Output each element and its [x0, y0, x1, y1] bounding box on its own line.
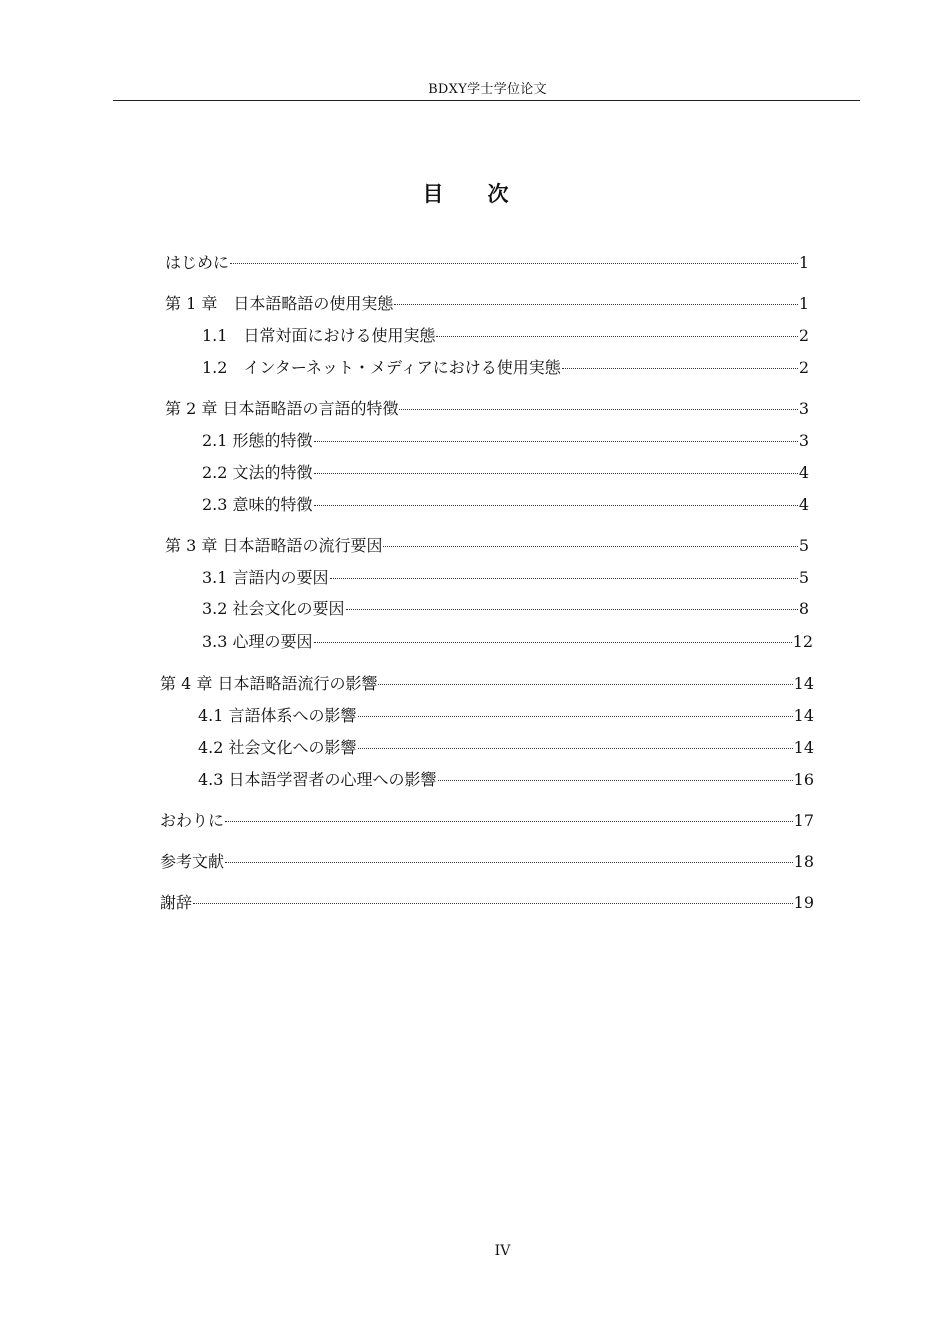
toc-leader-dots [330, 578, 798, 579]
toc-entry[interactable] [202, 323, 809, 345]
toc-leader-dots [314, 473, 798, 474]
toc-leader-dots [314, 441, 798, 442]
toc-entry-text: おわりに [160, 811, 225, 830]
toc-entry[interactable] [202, 355, 809, 377]
toc-entry-number: 1.2 [202, 358, 244, 377]
toc-entry[interactable] [160, 671, 814, 693]
toc-leader-dots [346, 609, 798, 610]
toc-entry-page: 17 [793, 811, 814, 830]
toc-leader-dots [394, 304, 797, 305]
toc-entry-page: 1 [798, 294, 809, 313]
toc-entry[interactable] [165, 250, 809, 272]
toc-entry[interactable] [165, 533, 809, 555]
toc-entry-number: 第 1 章 [165, 294, 234, 313]
toc-leader-dots [436, 336, 797, 337]
toc-entry-number: 2.2 [202, 463, 233, 482]
toc-entry-number: 4.3 [198, 770, 229, 789]
toc-entry-page: 12 [792, 632, 813, 651]
toc-entry-number: 第 2 章 [165, 399, 223, 418]
toc-entry-page: 14 [793, 706, 814, 725]
toc-entry[interactable] [202, 492, 809, 514]
toc-entry-number: 第 3 章 [165, 536, 223, 555]
toc-leader-dots [314, 505, 798, 506]
toc-entry-text: 社会文化への影響 [228, 738, 357, 757]
toc-entry[interactable] [160, 890, 814, 912]
toc-entry-page: 8 [798, 599, 809, 618]
toc-entry-number: 3.1 [202, 568, 233, 587]
toc-leader-dots [193, 903, 793, 904]
toc-title: 目次 [422, 181, 553, 206]
toc-entry-number: 3.3 [202, 632, 233, 651]
toc-leader-dots [358, 748, 793, 749]
toc-entry-text: 言語体系への影響 [228, 706, 357, 725]
toc-entry-text: 日本語略語流行の影響 [217, 674, 378, 693]
running-header: BDXY学士学位论文 [428, 82, 547, 97]
toc-entry-number: 1.1 [202, 326, 244, 345]
toc-leader-dots [314, 642, 792, 643]
toc-entry-page: 18 [793, 852, 814, 871]
toc-entry[interactable] [202, 565, 809, 587]
toc-entry[interactable] [165, 291, 809, 313]
toc-entry-page: 19 [793, 893, 814, 912]
toc-entry-page: 2 [798, 326, 809, 345]
toc-entry[interactable] [202, 428, 809, 450]
toc-leader-dots [438, 780, 793, 781]
toc-entry[interactable] [160, 849, 814, 871]
toc-entry-page: 14 [793, 738, 814, 757]
toc-entry-text: はじめに [165, 253, 230, 272]
toc-entry-text: 日本語学習者の心理への影響 [228, 770, 437, 789]
toc-entry[interactable] [198, 735, 814, 757]
toc-entry-page: 2 [798, 358, 809, 377]
toc-entry[interactable] [202, 460, 809, 482]
toc-entry-page: 5 [798, 536, 809, 555]
toc-leader-dots [399, 409, 797, 410]
toc-entry[interactable] [202, 596, 809, 618]
toc-leader-dots [225, 821, 793, 822]
toc-entry-text: 言語内の要因 [232, 568, 329, 587]
toc-leader-dots [230, 263, 798, 264]
toc-entry-text: 心理の要因 [232, 632, 313, 651]
toc-entry-page: 16 [793, 770, 814, 789]
toc-entry[interactable] [198, 703, 814, 725]
toc-entry-text: 謝辞 [160, 893, 193, 912]
toc-entry[interactable] [198, 767, 814, 789]
toc-entry-page: 3 [798, 399, 809, 418]
toc-entry-text: 日本語略語の使用実態 [233, 294, 394, 313]
toc-entry-number: 2.1 [202, 431, 233, 450]
toc-entry-number: 4.1 [198, 706, 229, 725]
toc-entry-text: 意味的特徴 [232, 495, 313, 514]
toc-entry-text: 日本語略語の言語的特徴 [222, 399, 399, 418]
toc-leader-dots [562, 368, 798, 369]
toc-entry-page: 5 [798, 568, 809, 587]
toc-entry-number: 2.3 [202, 495, 233, 514]
toc-entry-text: 文法的特徴 [232, 463, 313, 482]
toc-entry-page: 1 [798, 253, 809, 272]
toc-entry-text: 形態的特徴 [232, 431, 313, 450]
toc-entry[interactable] [160, 808, 814, 830]
toc-entry[interactable] [202, 629, 813, 651]
toc-entry-page: 3 [798, 431, 809, 450]
page-number: IV [494, 1243, 511, 1259]
toc-entry-text: 日常対面における使用実態 [243, 326, 436, 345]
header-rule [113, 100, 860, 101]
toc-entry-text: 参考文献 [160, 852, 225, 871]
toc-entry-text: 社会文化の要因 [232, 599, 345, 618]
toc-entry-number: 3.2 [202, 599, 233, 618]
toc-leader-dots [225, 862, 793, 863]
toc-entry-page: 4 [798, 463, 809, 482]
toc-entry-page: 14 [793, 674, 814, 693]
toc-entry-number: 第 4 章 [160, 674, 218, 693]
toc-leader-dots [358, 716, 793, 717]
toc-entry[interactable] [165, 396, 809, 418]
toc-entry-number: 4.2 [198, 738, 229, 757]
toc-entry-page: 4 [798, 495, 809, 514]
toc-leader-dots [378, 684, 792, 685]
toc-entry-text: 日本語略語の流行要因 [222, 536, 383, 555]
toc-leader-dots [383, 546, 797, 547]
toc-entry-text: インターネット・メディアにおける使用実態 [243, 358, 561, 377]
